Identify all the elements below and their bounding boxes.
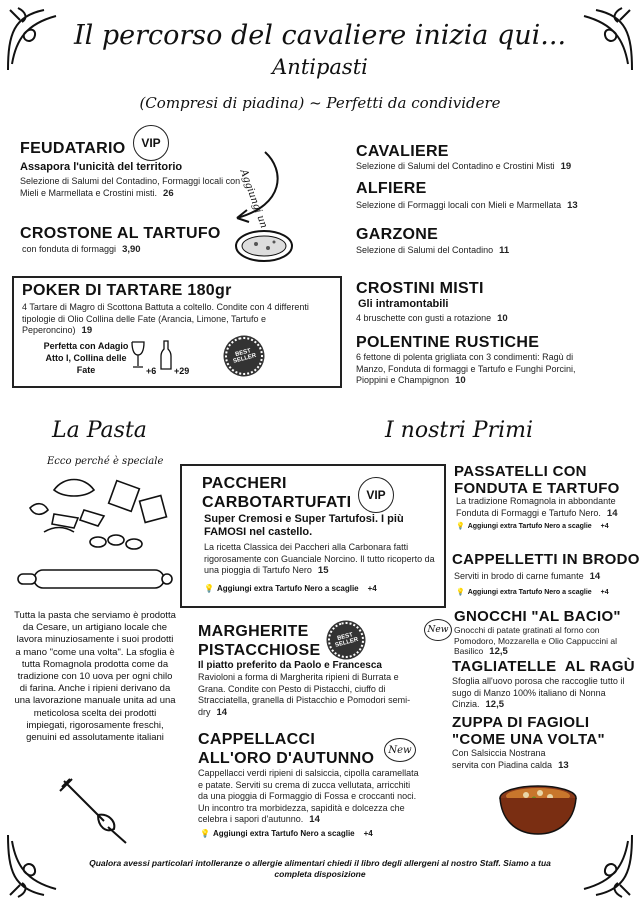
alfiere-name: ALFIERE [356, 180, 427, 197]
margherite-desc: Ravioloni a forma di Margherita ripieni di Burrata e Grana. Condite con Pesto di Pistacchi, ciuffo di Stracciatella, granella di Pistacchio e Pomodori semi-dry 14 [198, 672, 411, 718]
cappellacci-desc: Cappellacci verdi ripieni di salsiccia, cipolla caramellata e patate. Serviti su crema di zucca vellutata, arricchiti da una pioggia di Formaggio di Fossa e croccanti noci. Un incontro tra morbidezza, sapidità e dolcezza che celebra i sapori d'autunno. 14 [198, 768, 419, 825]
cavaliere-desc: Selezione di Salumi del Contadino e Crostini Misti 19 [356, 161, 572, 172]
page-title: Il percorso del cavaliere inizia qui... [73, 20, 567, 51]
cappellacci-name: CAPPELLACCI ALL'ORO D'AUTUNNO [198, 731, 375, 767]
vip-badge: VIP [133, 125, 169, 161]
fork-icon [58, 775, 132, 845]
gnocchi-new-badge: New [424, 619, 452, 641]
cappelletti-desc: Serviti in brodo di carne fumante 14 [454, 571, 601, 582]
passatelli-extra: 💡 Aggiungi extra Tartufo Nero a scaglie +4 [456, 522, 609, 530]
margherite-best-seller-seal: BEST SELLER [324, 618, 368, 662]
best-seller-seal: BEST SELLER [221, 333, 268, 380]
passatelli-desc: La tradizione Romagnola in abbondante Fonduta di Formaggi e Tartufo Nero. 14 [456, 496, 618, 519]
wine-bottle-icon [160, 340, 172, 370]
poker-bottle-price: +29 [174, 366, 190, 376]
primi-title: I nostri Primi [385, 418, 534, 443]
allergen-footer-note: Qualora avessi particolari intolleranze o allergie alimentari chiedi il libro degli allergeni al nostro Staff. Siamo a tua completa disposizione [89, 858, 551, 879]
feudatario-desc: Selezione di Salumi del Contadino, Formaggi locali con Mieli e Marmellata e Crostini misti. 26 [20, 176, 241, 199]
bulb-icon: 💡 [204, 584, 214, 593]
paccheri-name: PACCHERI CARBOTARTUFATI [202, 475, 352, 511]
passatelli-name: PASSATELLI CON FONDUTA E TARTUFO [454, 463, 620, 497]
crostini-desc: 4 bruschette con gusti a rotazione 10 [356, 313, 508, 324]
zuppa-desc: Con Salsiccia Nostrana servita con Piadina calda 13 [452, 748, 569, 771]
cappelletti-extra: 💡 Aggiungi extra Tartufo Nero a scaglie +4 [456, 588, 609, 596]
arrow-note: Aggiungi un [237, 168, 270, 230]
corner-flourish-bottom-right [566, 831, 636, 901]
garzone-desc: Selezione di Salumi del Contadino 11 [356, 245, 510, 256]
crostone-name: CROSTONE AL TARTUFO [20, 225, 221, 242]
poker-glass-price: +6 [146, 366, 157, 376]
poker-name: POKER DI TARTARE 180gr [22, 282, 232, 299]
gnocchi-name: GNOCCHI "AL BACIO" [454, 608, 621, 625]
paccheri-desc: La ricetta Classica dei Paccheri alla Carbonara fatti rigorosamente con Guanciale Norcino. Il tutto ricoperto da una pioggia di Tartufo Nero 15 [204, 542, 435, 576]
soup-bowl-icon [496, 782, 580, 838]
garzone-name: GARZONE [356, 226, 439, 243]
crostini-name: CROSTINI MISTI [356, 280, 484, 297]
tagliatelle-desc: Sfoglia all'uovo porosa che raccoglie tutto il sugo di Manzo 100% italiano di Nonna Cinzia. 12,5 [452, 676, 625, 710]
crostini-tagline: Gli intramontabili [358, 298, 449, 310]
polentine-desc: 6 fettone di polenta grigliata con 3 condimenti: Ragù di Manzo, Fonduta di formaggi e Tartufo e Funghi Porcini, Pioppini e Champignon 10 [356, 352, 576, 386]
pasta-text: Tutta la pasta che serviamo è prodotta da Cesare, un artigiano locale che lavora minuziosamente i suoi prodotti a mano "come una volta". La sfoglia è tutta Romagnola prodotta come da tradizione con 10 uova per ogni chilo di farina. Anche i ripieni derivano da una lavorazione manuale unita ad una meticolosa scelta dei prodotti impiegati, rigorosamente freschi, genuini ed assolutamente italiani [14, 610, 176, 744]
tagliatelle-name: TAGLIATELLE AL RAGÙ [452, 658, 635, 675]
section-title-antipasti: Antipasti [272, 55, 368, 79]
curved-arrow-icon [225, 150, 295, 230]
paccheri-vip-badge: VIP [358, 477, 394, 513]
poker-pairing: Perfetta con Adagio Atto I, Collina delle Fate [43, 341, 129, 375]
margherite-name: MARGHERITE PISTACCHIOSE [198, 623, 321, 659]
cappellacci-new-badge: New [384, 738, 416, 762]
gnocchi-desc: Gnocchi di patate gratinati al forno con Pomodoro, Mozzarella e Olio Cappuccini al Basilico 12,5 [454, 625, 617, 657]
wine-glass-icon [130, 340, 146, 370]
feudatario-tagline: Assapora l'unicità del territorio [20, 161, 183, 173]
pasta-title: La Pasta [52, 418, 147, 443]
cappellacci-extra: 💡 Aggiungi extra Tartufo Nero a scaglie +4 [200, 829, 373, 838]
alfiere-desc: Selezione di Formaggi locali con Mieli e Marmellata 13 [356, 200, 578, 211]
poker-desc: 4 Tartare di Magro di Scottona Battuta a coltello. Condite con 4 differenti tipologie di Olio Collina delle Fate (Arancia, Limone, Tartufo e Peperoncino) 19 [22, 302, 309, 336]
margherite-tagline: Il piatto preferito da Paolo e Francesca [198, 660, 382, 671]
paccheri-tagline: Super Cremosi e Super Tartufosi. I più FAMOSI nel castello. [204, 513, 404, 538]
antipasti-subtitle: (Compresi di piadina) ~ Perfetti da condividere [139, 94, 501, 112]
feudatario-name: FEUDATARIO [20, 140, 126, 157]
bulb-icon: 💡 [200, 829, 210, 838]
bulb-icon: 💡 [456, 523, 465, 530]
bulb-icon: 💡 [456, 589, 465, 596]
crostone-desc: con fonduta di formaggi 3,90 [22, 244, 141, 255]
bread-slice-icon [234, 228, 294, 264]
paccheri-extra: 💡 Aggiungi extra Tartufo Nero a scaglie +4 [204, 584, 377, 593]
cappelletti-name: CAPPELLETTI IN BRODO [452, 551, 640, 568]
cavaliere-name: CAVALIERE [356, 143, 449, 160]
polentine-name: POLENTINE RUSTICHE [356, 334, 540, 351]
zuppa-name: ZUPPA DI FAGIOLI "COME UNA VOLTA" [452, 714, 605, 748]
pasta-illustration-icon [14, 470, 174, 602]
pasta-subtitle: Ecco perché è speciale [47, 456, 164, 467]
